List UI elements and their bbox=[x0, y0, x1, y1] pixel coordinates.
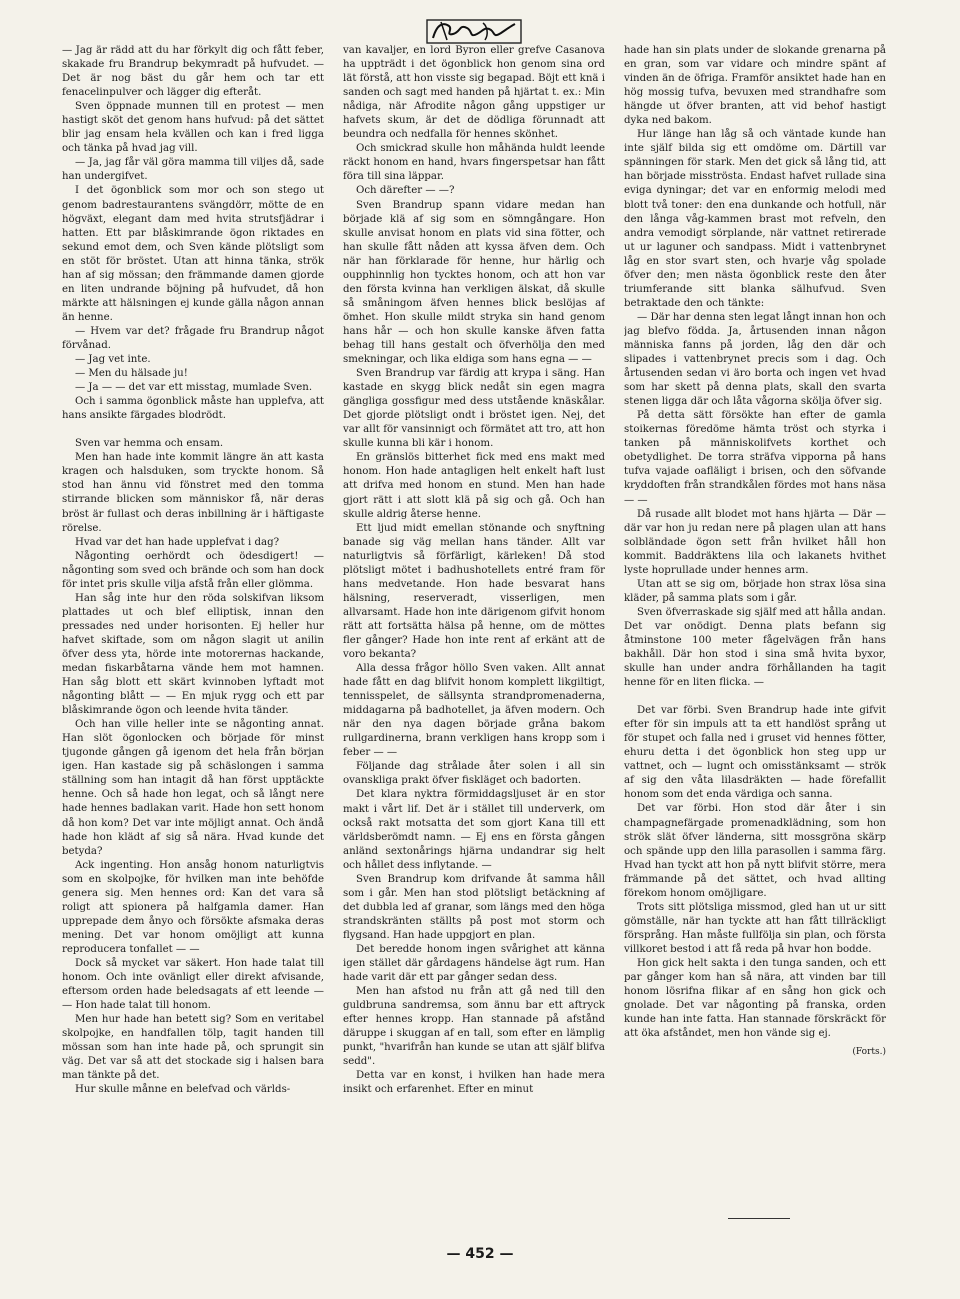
paragraph: — Där har denna sten legat långt innan hon och jag blefvo födda. Ja, årtusenden innan någon människa fanns på jorden, låg den där och slipades i vattenbrynet precis som i dag. Och årtusenden sedan vi äro borta och ingen vet hvad som har skett på denna plats, skall den svarta stenen ligga där och låta vågorna skölja öfver sig. bbox=[624, 311, 886, 408]
paragraph: Ack ingenting. Hon ansåg honom naturligtvis som en skolpojke, för hvilken man inte behöfde genera sig. Men hennes ord: Kan det vara så roligt att spionera på halfgamla damer. Han upprepade dem ånyo och försökte afsmaka deras mening. Det var honom omöjligt att kunna reproducera tonfallet — — bbox=[62, 859, 324, 955]
paragraph: Och smickrad skulle hon måhända huldt leende räckt honom en hand, hvars fingerspetsar han fått föra till sina läppar. bbox=[343, 143, 605, 183]
paragraph: Han såg inte hur den röda solskifvan liksom plattades ut och blef elliptisk, innan den pressades ned under horisonten. Ej heller hur hafvet skiftade, som om någon slagit ut anilin öfver dess yta, hörde inte motorernas hackande, medan fiskarbåtarna vände hem mot hamnen. Han såg blott ett skärt kvinnoben lyftadt mot någonting blått — — En mjuk rygg och ett par blåskimrande ögon och leende hvita tänder. bbox=[62, 592, 324, 717]
paragraph: Hon gick helt sakta i den tunga sanden, och ett par gånger kom han så nära, att vinden bar till honom lösrifna flikar af en sång hon gick och gnolade. Det var någonting på franska, orden kunde han inte fatta. Han stannade förskräckt för att öka afståndet, men hon vände sig ej. bbox=[624, 958, 886, 1040]
paragraph: Då rusade allt blodet mot hans hjärta — Där — där var hon ju redan nere på plagen ulan att hans solbländade ögon sett från hvilket håll hon kommit. Baddräktens lila och lakanets hvithet lyste hoprullade under hennes arm. bbox=[624, 508, 886, 576]
paragraph: Det beredde honom ingen svårighet att känna igen stället där gårdagens händelse ägt rum. Han hade varit där ett par gånger sedan dess. bbox=[343, 944, 605, 984]
paragraph: Sven öppnade munnen till en protest — men hastigt sköt det genom hans hufvud: på det sättet blir jag ensam hela kvällen och kan i fred ligga och tänka på hvad jag vill. bbox=[62, 101, 324, 155]
page-number: — 452 — bbox=[446, 1246, 514, 1262]
paragraph: Och i samma ögonblick måste han upplefva, att hans ansikte färgades blodrödt. bbox=[62, 396, 324, 422]
text-column-2 bbox=[343, 44, 605, 1234]
paragraph: — Ja — — det var ett misstag, mumlade Sven. bbox=[75, 382, 313, 394]
paragraph: Sven öfverraskade sig själf med att hålla andan. Det var onödigt. Denna plats befann sig åtminstone 100 meter fågelvägen från hans bakhåll. Där hon stod i sina små hvita byxor, skulle han under andra förhållanden ha tagit henne för en liten flicka. — bbox=[624, 606, 886, 689]
signature-stamp bbox=[423, 14, 525, 48]
paragraph: Trots sitt plötsliga missmod, gled han ut ur sitt gömställe, när han tyckte att han fått tillräckligt försprång. Han måste fullfölja sin plan, och första villkoret bestod i att få reda på hvar hon bodde. bbox=[624, 901, 886, 955]
paragraph: — Ja, jag får väl göra mamma till viljes då, sade han undergifvet. bbox=[62, 157, 324, 183]
paragraph: Utan att se sig om, började hon strax lösa sina kläder, på samma plats som i går. bbox=[624, 578, 886, 604]
paragraph: I det ögonblick som mor och son stego ut genom badrestaurantens svängdörr, mötte de en högväxt, elegant dam med hvita strutsfjädrar i hatten. Ett par blåskimrande ögon riktades en sekund emot dem, och Sven kände plötsligt som en stöt för bröstet. Utan att hinna tänka, strök han af sig mössan; den främmande damen gjorde en liten undrande böjning på hufvudet, då hon märkte att hälsningen ej kunde gälla någon annan än henne. bbox=[62, 185, 324, 323]
paragraph: Någonting oerhördt och ödesdigert! — någonting som sved och brände och som han dock för intet pris skulle vilja afstå från eller glömma. bbox=[62, 550, 324, 590]
paragraph: Sven Brandrup var färdig att krypa i säng. Han kastade en skygg blick nedåt sin egen magra gängliga gossfigur med dess utstående knäskålar. Det gjorde plötsligt ondt i bröstet igen. Nej, det var allt för vansinnigt och förmätet att tro, att hon skulle kunna bli kär i honom. bbox=[343, 368, 605, 450]
paragraph: Alla dessa frågor höllo Sven vaken. Allt annat hade fått en dag blifvit honom komplett likgiltigt, tennisspelet, de sällsynta strandpromenaderna, middagarna på badhotellet, ja äfven modern. Och när den nya dagen började gråna bakom rullgardinerna, brann verkligen hans kropp som i feber — — bbox=[343, 663, 605, 759]
paragraph: Och han ville heller inte se någonting annat. Han slöt ögonlocken och började för minst tjugonde gången gå igenom det hela från början igen. Han kastade sig på schäslongen i samma ställning som han intagit då han först upptäckte henne. Och så hade hon legat, och så långt nere hade hennes badlakan varit. Hade hon sett honom då hon kom? Det var inte möjligt annat. Och ändå hade hon klädt af sig så nära. Hvad kunde det betyda? bbox=[62, 719, 324, 857]
paragraph: Hur länge han låg så och väntade kunde han inte själf bilda sig ett omdöme om. Därtill var spänningen för stark. Men det gick så lång tid, att han började misströsta. Endast hafvet rullade sina eviga dyningar; det var en enformig melodi med blott två toner: den ena dunkande och hotfull, när den långa våg-kammen brast mot refveln, den andra vemodigt sörplande, när vattnet retirerade ut ur laguner och sandpass. Midt i vattenbrynet låg en stor svart sten, och hvarje våg spolade öfver den; men nästa ögonblick reste den åter triumferande sitt blanka sälhufvud. Sven betraktade den och tänkte: bbox=[624, 129, 886, 309]
paragraph: Och därefter — —? bbox=[356, 185, 455, 197]
paragraph: — Men du hälsade ju! bbox=[75, 368, 188, 380]
paragraph: Sven var hemma och ensam. bbox=[75, 438, 224, 450]
paragraph: På detta sätt försökte han efter de gamla stoikernas föredöme hämta tröst och styrka i tanken på människolifvets korthet och obetydlighet. De torra sträfva vipporna på hans tufva vajade oafläligt i brisen, och den söfvande kryddoften från strandkålen fördes mot hans näsa — — bbox=[624, 410, 886, 506]
paragraph: Men hur hade han betett sig? Som en veritabel skolpojke, en handfallen tölp, tagit handen till mössan som han inte hade på, och sprungit sin väg. Det var så att det stockade sig i halsen bara man tänkte på det. bbox=[62, 1014, 324, 1082]
paragraph: Det var förbi. Sven Brandrup hade inte gifvit efter för sin impuls att ta ett handlöst språng ut för stupet och falla ned i gruset vid hennes fötter, ehuru detta i det ögonblick hon steg upp ur vattnet, och — lugnt och omisstänksamt — strök af sig den våta lilasdräkten — hade förefallit honom som det enda värdiga och sanna. bbox=[624, 705, 886, 801]
paragraph: — Hvem var det? frågade fru Brandrup något förvånad. bbox=[62, 325, 324, 351]
paragraph: Men han hade inte kommit längre än att kasta kragen och halsduken, som tryckte honom. Så stod han ännu vid fönstret med den tomma stirrande blicken som människor få, när deras bröst är fullast och deras inbillning är i häftigaste rörelse. bbox=[62, 452, 324, 534]
paragraph: Dock så mycket var säkert. Hon hade talat till honom. Och inte ovänligt eller direkt afvisande, eftersom orden hade beledsagats af ett leende — — Hon hade talat till honom. bbox=[62, 958, 324, 1012]
paragraph: Sven Brandrup kom drifvande åt samma håll som i går. Men han stod plötsligt betäckning af det dubbla led af granar, som längs med den höga strandskränten ställts på post mot storm och flygsand. Han hade uppgjort en plan. bbox=[343, 873, 605, 941]
paragraph: hade han sin plats under de slokande grenarna på en gran, som var vidare och mindre spänt af vinden än de öfriga. Framför ansiktet hade han en hög mossig tufva, bevuxen med strandhafre som hängde ut öfver branten, att vid behof hastigt dyka ned bakom. bbox=[624, 45, 886, 127]
paragraph: Hur skulle månne en belefvad och världs- bbox=[75, 1084, 291, 1096]
end-rule bbox=[728, 1218, 790, 1219]
paragraph: Sven Brandrup spann vidare medan han började klä af sig som en sömngångare. Hon skulle anvisat honom en plats vid sina fötter, och han skulle fått nåden att kyssa äfven dem. Och när han förklarade för henne, hur härlig och oupphinnlig hon tycktes honom, och att hon var den första kvinna han verkligen älskat, då skulle så småningom äfven hennes blick beslöjas af ömhet. Hon skulle mildt stryka sin hand genom hans hår — och hon skulle kanske äfven fatta behag till hans gestalt och öfverhölja den med smekningar, och lika eldiga som hans egna — — bbox=[343, 199, 605, 366]
paragraph: Ett ljud midt emellan stönande och snyftning banade sig väg mellan hans tänder. Allt var naturligtvis så förfärligt, kärleken! Då stod plötsligt mötet i badhushotellets entré fram för hans medvetande. Hon hade besvarat hans hälsning, reserveradt, visserligen, men allvarsamt. Hade hon inte därigenom gifvit honom rätt att fortsätta hälsa på henne, om de möttes fler gånger? Hade hon inte rent af erkänt att de voro bekanta? bbox=[343, 522, 605, 661]
text-column-1 bbox=[62, 44, 324, 1234]
paragraph: Det klara nyktra förmiddagsljuset är en stor makt i vårt lif. Det är i stället till underverk, om också rakt motsatta det som gjort Kana till ett världsberömdt namn. — Ej ens en första gången anländ sextonårings hjärna undandrar sig helt och hållet dess inflytande. — bbox=[343, 789, 605, 871]
paragraph: Det var förbi. Hon stod där åter i sin champagnefärgade promenadklädning, som hon strök slät öfver länderna, sitt mossgröna skärp och spände upp den lilla parasollen i samma färg. Hvad han tyckt att hon på nytt blifvit större, mera främmande på det sättet, och hvad allting förekom honom omöjligare. bbox=[624, 803, 886, 899]
paragraph: En gränslös bitterhet fick med ens makt med honom. Hon hade antagligen helt enkelt haft lust att drifva med honom en stund. Men han hade gjort rätt i att slott klä på sig och gå. Och han skulle aldrig återse henne. bbox=[343, 452, 605, 520]
paragraph: — Jag vet inte. bbox=[75, 354, 151, 366]
continued-note: (Forts.) bbox=[852, 1047, 886, 1058]
text-column-3 bbox=[624, 44, 886, 1234]
paragraph: — Jag är rädd att du har förkylt dig och fått feber, skakade fru Brandrup bekymradt på hufvudet. — Det är nog bäst du går hem och tar ett fenacelinpulver och lägger dig efteråt. bbox=[62, 45, 324, 99]
paragraph: Hvad var det han hade upplefvat i dag? bbox=[75, 536, 280, 548]
paragraph: Följande dag strålade åter solen i all sin ovanskliga prakt öfver fiskläget och badorten. bbox=[343, 761, 605, 787]
paragraph: Men han afstod nu från att gå ned till den guldbruna sandremsa, som ännu bar ett aftryck efter hennes kropp. Han stannade på afstånd däruppe i skuggan af en tall, som efter en lämplig punkt, "hvarifrån han kunde se utan att själf blifva sedd". bbox=[343, 986, 605, 1068]
paragraph: van kavaljer, en lord Byron eller grefve Casanova ha uppträdt i det ögonblick hon genom sina ord lät förstå, att hon visste sig begapad. Böjt ett knä i sanden och sagt med handen på hjärtat t. ex.: Min nådiga, när Afrodite någon gång uppstiger ur hafvets skum, är det de dödliga förunnadt att beundra och nedfalla för hennes skönhet. bbox=[343, 45, 605, 141]
paragraph: Detta var en konst, i hvilken han hade mera insikt och erfarenhet. Efter en minut bbox=[343, 1070, 605, 1096]
